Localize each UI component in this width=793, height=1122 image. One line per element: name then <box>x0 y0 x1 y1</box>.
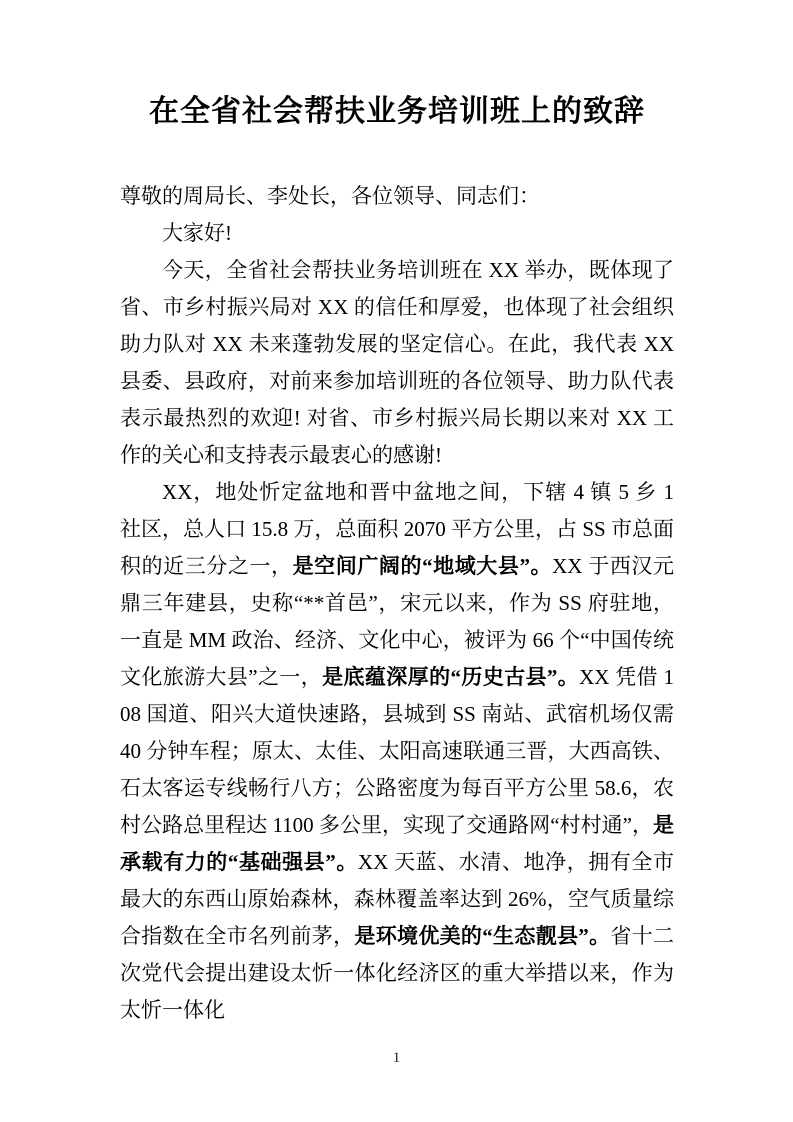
paragraph <box>120 215 674 252</box>
document-title: 在全省社会帮扶业务培训班上的致辞 <box>149 95 645 128</box>
text-run: XX，地处忻定盆地和晋中盆地之间，下辖 4 镇 5 乡 1 社区，总人口 15.8 万，总面积 2070 平方公里，占 SS 市总面积的近三分之一， <box>120 480 674 578</box>
paragraph <box>120 178 674 215</box>
bold-text-run: 是环境优美的“生态靓县”。 <box>354 924 611 948</box>
page-number: 1 <box>392 1050 401 1066</box>
text-run: 大家好! <box>162 221 232 245</box>
text-run: XX 凭借 108 国道、阳兴大道快速路，县城到 SS 南站、武宿机场仅需 40 分钟车程；原太、太佳、太阳高速联通三晋，大西高铁、石太客运专线畅行八方；公路密度为每百平方公里 58.6，农村公路总里程达 1100 多公里，实现了交通路网“村村通”， <box>120 665 675 837</box>
bold-text-run: 是承载有力的“基础强县”。 <box>120 813 674 874</box>
bold-text-run: 是空间广阔的“地域大县”。 <box>292 554 553 578</box>
paragraph <box>120 474 674 1029</box>
text-run: 尊敬的周局长、李处长，各位领导、同志们： <box>120 184 540 208</box>
text-run: 省十二次党代会提出建设太忻一体化经济区的重大举措以来，作为太忻一体化 <box>120 924 675 1022</box>
text-run: XX 于西汉元鼎三年建县，史称“**首邑”，宋元以来，作为 SS 府驻地，一直是 MM 政治、经济、文化中心，被评为 66 个“中国传统文化旅游大县”之一， <box>120 554 674 689</box>
text-run: 今天，全省社会帮扶业务培训班在 XX 举办，既体现了省、市乡村振兴局对 XX 的信任和厚爱，也体现了社会组织助力队对 XX 未来蓬勃发展的坚定信心。在此，我代表 XX 县委、县政府，对前来参加培训班的各位领导、助力队代表表示最热烈的欢迎! 对省、市乡村振兴局长期以来对 XX 工作的关心和支持表示最衷心的感谢! <box>120 258 674 467</box>
text-run: XX 天蓝、水清、地净，拥有全市最大的东西山原始森林，森林覆盖率达到 26%，空气质量综合指数在全市名列前茅， <box>120 850 674 948</box>
paragraph <box>120 252 674 474</box>
document-body <box>120 178 674 1029</box>
bold-text-run: 是底蕴深厚的“历史古县”。 <box>322 665 580 689</box>
